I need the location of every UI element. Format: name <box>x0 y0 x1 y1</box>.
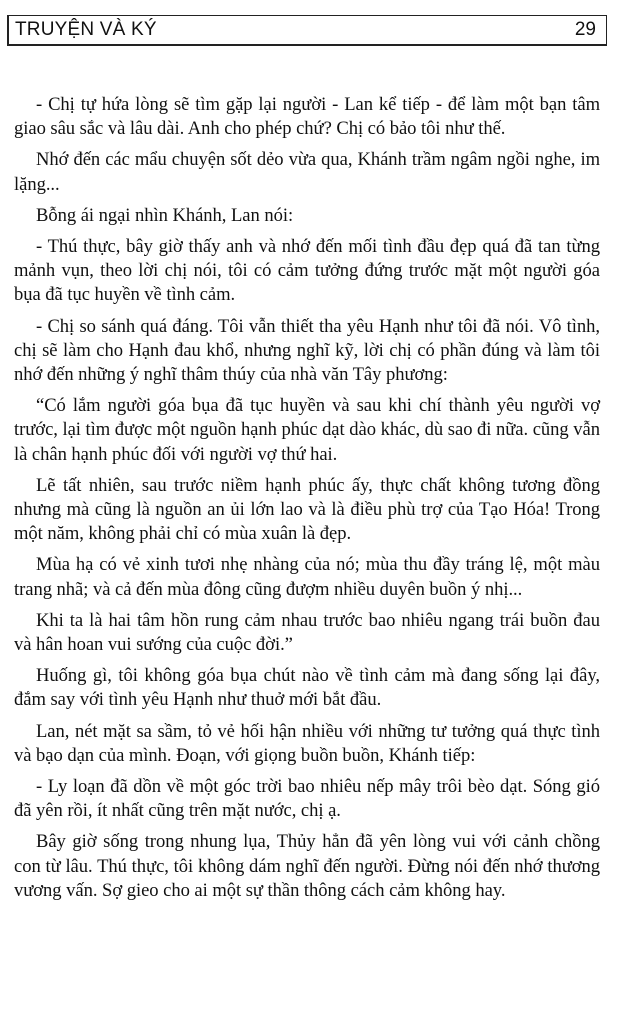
paragraph: Bỗng ái ngại nhìn Khánh, Lan nói: <box>36 204 294 226</box>
paragraph: Huống gì, tôi không góa bụa chút nào về tình cảm mà đang sống lại đây, đắm say với tình yêu Hạnh như thuở mới bắt đầu. <box>14 665 600 711</box>
book-section-title: TRUYỆN VÀ KÝ <box>15 19 157 40</box>
page-number: 29 <box>574 19 596 40</box>
paragraph: Mùa hạ có vẻ xinh tươi nhẹ nhàng của nó; mùa thu đầy tráng lệ, một màu trang nhã; và cả đến mùa đông cũng đượm nhiều duyên buồn ý nhị... <box>14 554 600 600</box>
paragraph: Khi ta là hai tâm hồn rung cảm nhau trước bao nhiêu ngang trái buồn đau và hân hoan vui sướng của cuộc đời.” <box>14 609 600 656</box>
paragraph: - Ly loạn đã dồn về một góc trời bao nhiêu nếp mây trôi bèo dạt. Sóng gió đã yên rồi, ít nhất cũng trên mặt nước, chị ạ. <box>14 776 600 822</box>
body-text <box>14 93 600 910</box>
paragraph: “Có lắm người góa bụa đã tục huyền và sau khi chí thành yêu người vợ trước, lại tìm được một nguồn hạnh phúc dạt dào khác, dù sao đi nữa. cũng vẫn là chân hạnh phúc đối với người vợ thứ hai. <box>14 395 600 465</box>
paragraph: - Chị so sánh quá đáng. Tôi vẫn thiết tha yêu Hạnh như tôi đã nói. Vô tình, chị sẽ làm cho Hạnh đau khổ, nhưng nghĩ kỹ, lời chị có phần đúng và làm tôi nhớ đến những ý nghĩ thâm thúy của nhà văn Tây phương: <box>14 315 600 386</box>
paragraph: Lẽ tất nhiên, sau trước niềm hạnh phúc ấy, thực chất không tương đồng nhưng mà cũng là nguồn an ủi lớn lao và là điều phù trợ của Tạo Hóa! Trong một năm, không phải chỉ có mùa xuân là đẹp. <box>14 474 600 545</box>
paragraph: Nhớ đến các mẩu chuyện sốt dẻo vừa qua, Khánh trầm ngâm ngồi nghe, im lặng... <box>14 149 600 195</box>
paragraph: Lan, nét mặt sa sầm, tỏ vẻ hối hận nhiều với những tư tưởng quá thực tình và bạo dạn của mình. Đoạn, với giọng buồn buồn, Khánh tiếp: <box>14 720 600 766</box>
paragraph: - Thú thực, bây giờ thấy anh và nhớ đến mối tình đầu đẹp quá đã tan từng mảnh vụn, theo lời chị nói, tôi có cảm tưởng đứng trước mặt một người góa bụa đã tục huyền về tình cảm. <box>14 236 600 306</box>
paragraph: - Chị tự hứa lòng sẽ tìm gặp lại người - Lan kể tiếp - để làm một bạn tâm giao sâu sắc và lâu dài. Anh cho phép chứ? Chị có bảo tôi như thế. <box>14 94 600 140</box>
paragraph: Bây giờ sống trong nhung lụa, Thủy hẳn đã yên lòng vui với cảnh chồng con từ lâu. Thú thực, tôi không dám nghĩ đến người. Đừng nói đến nhớ thương vương vấn. Sợ gieo cho ai một sự thần thông cách cảm không hay. <box>14 831 600 901</box>
running-header <box>7 15 607 46</box>
